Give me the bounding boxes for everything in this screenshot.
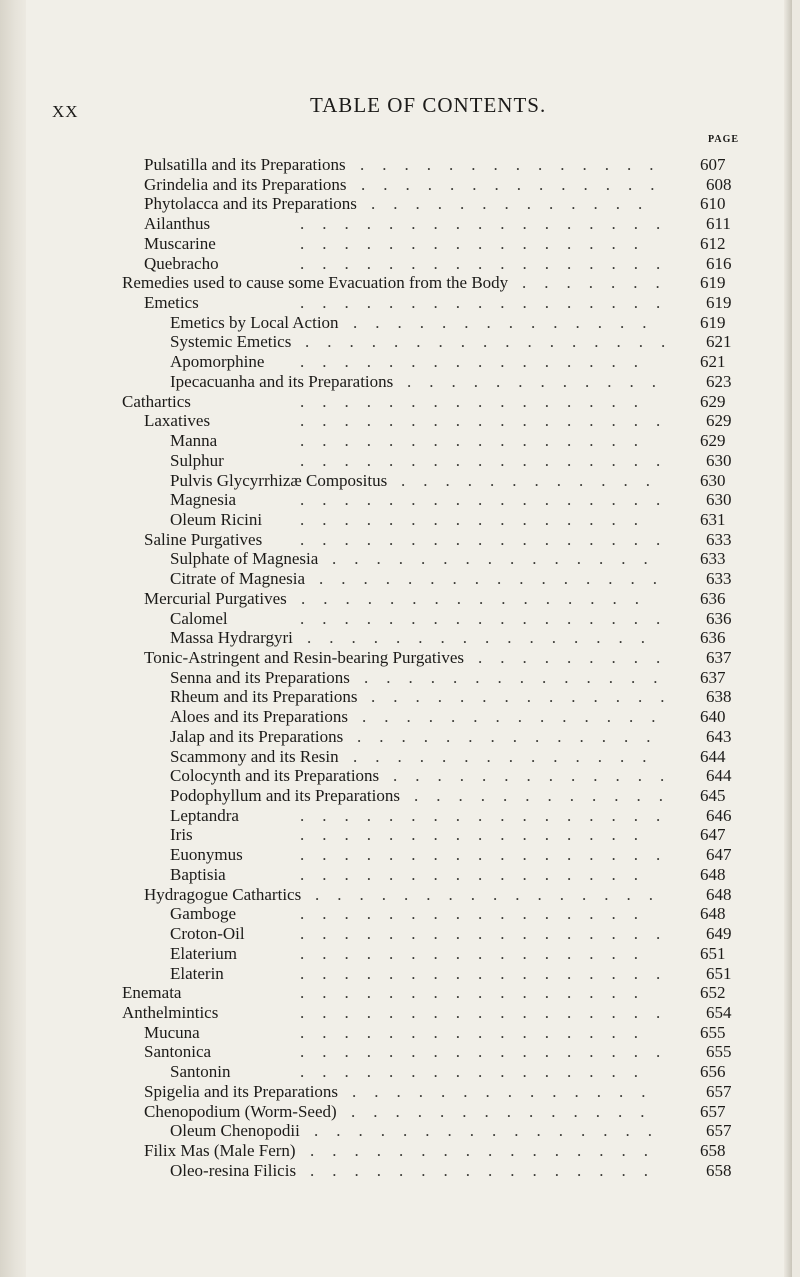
toc-entry-page: 633: [706, 569, 732, 589]
toc-entry-page: 612: [700, 233, 726, 253]
toc-entry: [0, 904, 770, 924]
toc-entry: [0, 214, 770, 234]
toc-leader-dots: ................: [319, 569, 675, 589]
toc-entry: [0, 254, 770, 274]
toc-entry-label: Citrate of Magnesia: [170, 569, 306, 589]
page-edge-shadow: [784, 0, 792, 1277]
toc-entry-label: Filix Mas (Male Fern): [144, 1141, 296, 1160]
toc-leader-dots: ................: [307, 628, 663, 648]
toc-entry-page: 636: [700, 588, 726, 608]
toc-leader-dots: .................: [300, 1042, 679, 1062]
toc-entry-page: 636: [700, 628, 726, 648]
toc-entry-page: 636: [706, 608, 732, 628]
toc-entry-page: 657: [700, 1101, 726, 1121]
toc-entry-label: Santonin: [170, 1062, 231, 1082]
toc-entry: [0, 411, 770, 431]
toc-entry-page: 638: [706, 687, 732, 707]
toc-entry-label: Senna and its Preparations: [170, 667, 350, 687]
toc-entry-page: 651: [706, 963, 732, 983]
toc-entry: [0, 786, 770, 806]
toc-entry: [0, 1161, 770, 1181]
toc-entry-page: 644: [700, 746, 726, 766]
toc-entry: [0, 293, 770, 313]
toc-entry: [0, 392, 770, 412]
toc-leader-dots: ..............: [352, 1081, 664, 1101]
toc-leader-dots: .............: [393, 766, 683, 786]
toc-entry-page: 637: [700, 667, 726, 687]
toc-entry-page: 657: [706, 1081, 732, 1101]
toc-entry-page: 652: [700, 983, 726, 1003]
toc-entry: [0, 766, 770, 786]
toc-entry-page: 629: [706, 411, 732, 431]
toc-entry-page: 644: [706, 766, 732, 786]
toc-entry-label: Systemic Emetics: [170, 332, 292, 352]
toc-entry-page: 631: [700, 509, 726, 529]
toc-leader-dots: .................: [300, 845, 679, 865]
toc-entry: [0, 490, 770, 510]
toc-leader-dots: .................: [300, 214, 679, 234]
toc-entry-label: Santonica: [144, 1042, 212, 1062]
toc-entry: [0, 885, 770, 905]
toc-entry-page: 655: [706, 1042, 732, 1062]
toc-entry-label: Croton-Oil: [170, 924, 245, 944]
toc-entry-label: Gamboge: [170, 904, 237, 924]
toc-entry-label: Calomel: [170, 608, 228, 628]
toc-entry-label: Oleum Ricini: [170, 509, 263, 529]
toc-entry-page: 623: [706, 371, 732, 391]
toc-entry-label: Saline Purgatives: [144, 529, 263, 549]
toc-entry-page: 608: [706, 174, 732, 194]
toc-leader-dots: ................: [315, 884, 671, 904]
toc-leader-dots: ................: [300, 431, 656, 451]
toc-entry: [0, 1141, 770, 1161]
toc-leader-dots: ................: [300, 352, 656, 372]
toc-leader-dots: ................: [300, 825, 656, 845]
toc-entry: [0, 1062, 770, 1082]
toc-entry: [0, 1121, 770, 1141]
toc-leader-dots: ..............: [371, 687, 683, 707]
toc-entry-page: 629: [700, 391, 726, 411]
toc-leader-dots: ................: [300, 391, 656, 411]
toc-leader-dots: ..............: [364, 667, 676, 687]
toc-entry: [0, 1023, 770, 1043]
toc-entry: [0, 273, 770, 293]
toc-entry: [0, 471, 770, 491]
toc-entry: [0, 687, 770, 707]
toc-entry-label: Quebracho: [144, 253, 219, 273]
toc-entry-label: Aloes and its Preparations: [170, 707, 348, 727]
toc-leader-dots: .............: [371, 194, 661, 214]
toc-entry: [0, 1082, 770, 1102]
toc-entry-label: Cathartics: [122, 391, 191, 411]
toc-leader-dots: .................: [300, 924, 679, 944]
toc-leader-dots: .................: [300, 963, 679, 983]
page-title: TABLE OF CONTENTS.: [310, 93, 547, 117]
toc-entry: [0, 194, 770, 214]
toc-entry-label: Pulvis Glycyrrhizæ Compositus: [170, 470, 388, 490]
toc-entry: [0, 944, 770, 964]
toc-entry-page: 619: [700, 312, 726, 332]
toc-entry-page: 648: [700, 904, 726, 924]
toc-entry: [0, 549, 770, 569]
toc-entry-page: 648: [706, 884, 732, 904]
toc-entry-page: 657: [706, 1121, 732, 1141]
toc-entry: [0, 431, 770, 451]
toc-entry-page: 616: [706, 253, 732, 273]
toc-entry: [0, 1042, 770, 1062]
toc-entry: [0, 589, 770, 609]
toc-entry: [0, 825, 770, 845]
toc-entry: [0, 530, 770, 550]
toc-entry-label: Emetics by Local Action: [170, 312, 339, 332]
toc-leader-dots: .................: [300, 253, 679, 273]
toc-entry-page: 619: [706, 293, 732, 313]
toc-entry: [0, 628, 770, 648]
toc-leader-dots: ................: [300, 983, 656, 1003]
toc-leader-dots: ............: [407, 371, 674, 391]
toc-entry-page: 647: [706, 845, 732, 865]
toc-entry-page: 655: [700, 1022, 726, 1042]
toc-entry-label: Ailanthus: [144, 214, 211, 234]
toc-leader-dots: .................: [300, 411, 679, 431]
toc-leader-dots: ............: [401, 470, 668, 490]
toc-leader-dots: .................: [300, 1002, 679, 1022]
toc-entry: [0, 747, 770, 767]
toc-entry: [0, 175, 770, 195]
toc-entry-label: Podophyllum and its Preparations: [170, 786, 400, 806]
toc-leader-dots: ..............: [353, 312, 665, 332]
toc-entry-page: 651: [700, 943, 726, 963]
toc-entry-label: Grindelia and its Preparations: [144, 174, 347, 194]
toc-entry-label: Hydragogue Cathartics: [144, 884, 302, 904]
toc-entry-label: Oleo-resina Filicis: [170, 1160, 297, 1180]
toc-leader-dots: .................: [300, 608, 679, 628]
page-column-label: PAGE: [708, 134, 740, 145]
toc-entry-label: Massa Hydrargyri: [170, 628, 293, 648]
toc-entry-label: Tonic-Astringent and Resin-bearing Purgatives: [144, 648, 465, 667]
toc-entry: [0, 234, 770, 254]
toc-entry: [0, 510, 770, 530]
toc-leader-dots: ................: [300, 509, 656, 529]
toc-entry-label: Scammony and its Resin: [170, 746, 339, 766]
toc-leader-dots: .................: [305, 332, 684, 352]
toc-leader-dots: ............: [414, 786, 681, 806]
toc-leader-dots: ..............: [351, 1101, 663, 1121]
toc-entry: [0, 1102, 770, 1122]
toc-entry-label: Pulsatilla and its Preparations: [144, 155, 346, 174]
toc-entry-label: Spigelia and its Preparations: [144, 1081, 339, 1101]
toc-entry-label: Colocynth and its Preparations: [170, 766, 380, 786]
toc-entry-page: 654: [706, 1002, 732, 1022]
toc-entry: [0, 352, 770, 372]
toc-leader-dots: ................: [300, 904, 656, 924]
toc-entry-label: Anthelmintics: [122, 1002, 219, 1022]
toc-leader-dots: ...............: [332, 549, 666, 569]
toc-entry-label: Muscarine: [144, 233, 216, 253]
toc-leader-dots: ................: [314, 1121, 670, 1141]
toc-entry-label: Rheum and its Preparations: [170, 687, 358, 707]
toc-entry-label: Chenopodium (Worm-Seed): [144, 1101, 337, 1121]
toc-leader-dots: ................: [300, 1022, 656, 1042]
toc-entry: [0, 707, 770, 727]
toc-leader-dots: ..............: [360, 155, 672, 174]
toc-entry-page: 633: [706, 529, 732, 549]
toc-entry-label: Euonymus: [170, 845, 243, 865]
toc-entry: [0, 155, 770, 175]
toc-entry-label: Enemata: [122, 983, 182, 1003]
toc-entry-label: Elaterin: [170, 963, 224, 983]
toc-entry-label: Magnesia: [170, 490, 237, 510]
toc-leader-dots: ................: [300, 943, 656, 963]
toc-entry-label: Jalap and its Preparations: [170, 726, 344, 746]
toc-entry: [0, 924, 770, 944]
toc-entry-label: Mercurial Purgatives: [144, 588, 287, 608]
toc-entry-label: Manna: [170, 431, 218, 451]
toc-leader-dots: ................: [310, 1160, 666, 1180]
toc-entry-label: Apomorphine: [170, 352, 265, 372]
toc-entry-page: 621: [706, 332, 732, 352]
toc-leader-dots: ..............: [362, 707, 674, 727]
toc-entry-page: 647: [700, 825, 726, 845]
toc-leader-dots: .................: [300, 490, 679, 510]
toc-entry-page: 637: [706, 648, 732, 667]
toc-entry: [0, 845, 770, 865]
toc-entry: [0, 609, 770, 629]
toc-entry: [0, 372, 770, 392]
toc-entry: [0, 983, 770, 1003]
toc-entry-page: 648: [700, 864, 726, 884]
toc-entry-page: 630: [706, 450, 732, 470]
toc-entry-page: 656: [700, 1062, 726, 1082]
toc-entry-label: Elaterium: [170, 943, 238, 963]
toc-entry: [0, 569, 770, 589]
toc-entry: [0, 1003, 770, 1023]
toc-entry-label: Phytolacca and its Preparations: [144, 194, 357, 214]
toc-entry: [0, 964, 770, 984]
toc-leader-dots: ................: [301, 588, 657, 608]
toc-leader-dots: ..............: [353, 746, 665, 766]
toc-leader-dots: .................: [300, 529, 679, 549]
toc-leader-dots: .........: [478, 648, 679, 667]
toc-entry: [0, 332, 770, 352]
toc-entry-page: 658: [706, 1160, 732, 1180]
toc-entry-label: Oleum Chenopodii: [170, 1121, 300, 1141]
toc-entry-page: 633: [700, 549, 726, 569]
toc-leader-dots: ..............: [361, 174, 673, 194]
toc-entry-page: 646: [706, 805, 732, 825]
toc-entry-label: Ipecacuanha and its Preparations: [170, 371, 394, 391]
toc-leader-dots: ................: [300, 864, 656, 884]
toc-entry-label: Mucuna: [144, 1022, 200, 1042]
toc-entry-page: 640: [700, 707, 726, 727]
toc-leader-dots: ..............: [357, 726, 669, 746]
toc-entry-page: 629: [700, 431, 726, 451]
toc-entry-label: Leptandra: [170, 805, 239, 825]
toc-entry-label: Remedies used to cause some Evacuation from the Body: [122, 273, 509, 293]
toc-entry-page: 630: [700, 470, 726, 490]
toc-entry: [0, 806, 770, 826]
toc-entry-label: Sulphate of Magnesia: [170, 549, 319, 569]
toc-leader-dots: ................: [310, 1141, 666, 1160]
toc-entry-page: 621: [700, 352, 726, 372]
toc-entry-page: 611: [706, 214, 731, 234]
toc-entry: [0, 313, 770, 333]
toc-entry-page: 630: [706, 490, 732, 510]
toc-leader-dots: .................: [300, 293, 679, 313]
toc-entry-page: 643: [706, 726, 732, 746]
toc-entry-label: Sulphur: [170, 450, 224, 470]
toc-entry-page: 610: [700, 194, 726, 214]
toc-entry: [0, 668, 770, 688]
toc-entry-label: Laxatives: [144, 411, 211, 431]
toc-leader-dots: .......: [522, 273, 678, 293]
toc-leader-dots: .................: [300, 450, 679, 470]
toc-leader-dots: ................: [300, 233, 656, 253]
toc-entry: [0, 727, 770, 747]
toc-entry: [0, 451, 770, 471]
toc-entry-label: Iris: [170, 825, 193, 845]
toc-entry-label: Emetics: [144, 293, 199, 313]
toc-leader-dots: ................: [300, 1062, 656, 1082]
toc-entry-label: Baptisia: [170, 864, 226, 884]
toc-entry: [0, 648, 770, 668]
toc-entry: [0, 865, 770, 885]
toc-entry-page: 658: [700, 1141, 726, 1160]
toc-entry-page: 607: [700, 155, 726, 174]
toc-entry-page: 619: [700, 273, 726, 293]
page-number: XX: [52, 102, 79, 121]
toc-entry-page: 649: [706, 924, 732, 944]
toc-leader-dots: .................: [300, 805, 679, 825]
toc-entry-page: 645: [700, 786, 726, 806]
